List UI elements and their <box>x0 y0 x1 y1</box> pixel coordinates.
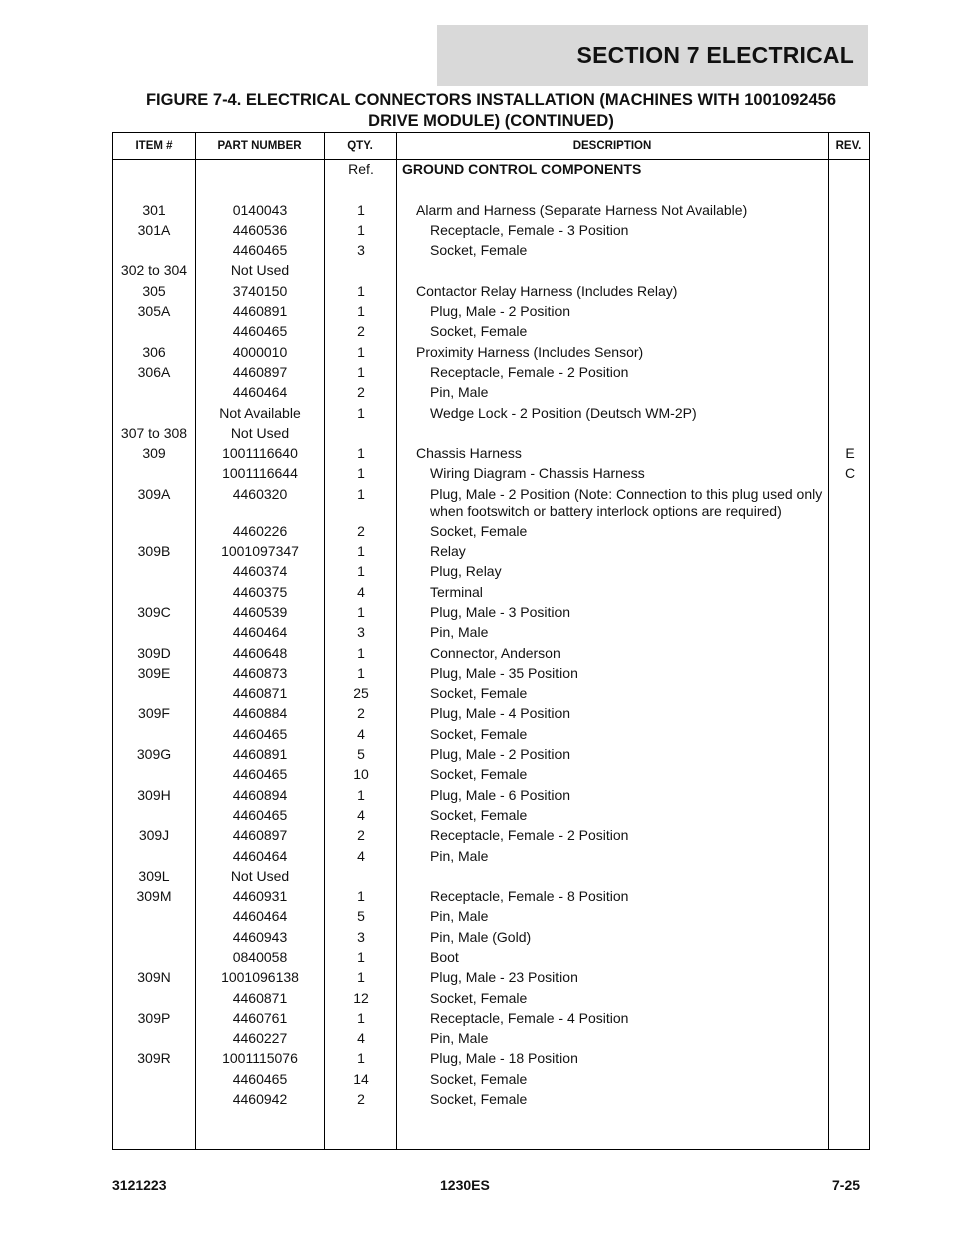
table-row <box>113 1028 869 1048</box>
description-cell: Wiring Diagram - Chassis Harness <box>430 465 645 482</box>
description-cell: Socket, Female <box>430 1091 528 1108</box>
part-number-cell: 4460464 <box>232 624 288 641</box>
quantity-cell: 3 <box>357 928 365 945</box>
description-cell: Receptacle, Female - 3 Position <box>430 221 629 238</box>
quantity-cell: 1 <box>357 644 365 661</box>
section-title: SECTION 7 ELECTRICAL <box>576 42 854 68</box>
quantity-cell: 1 <box>357 445 365 462</box>
quantity-cell: 1 <box>357 948 365 965</box>
table-row <box>113 159 869 179</box>
description-cell: Plug, Male - 23 Position <box>430 969 578 986</box>
description-cell: Receptacle, Female - 8 Position <box>430 888 629 905</box>
item-number-cell: 306 <box>142 343 166 360</box>
description-cell: Boot <box>430 948 459 965</box>
part-number-cell: 4460884 <box>232 705 288 722</box>
description-cell: Plug, Male - 4 Position <box>430 705 571 722</box>
table-row <box>113 724 869 744</box>
description-cell: Contactor Relay Harness (Includes Relay) <box>416 282 678 299</box>
table-row <box>113 805 869 825</box>
footer-doc-number: 3121223 <box>112 1177 167 1193</box>
table-row <box>113 744 869 764</box>
description-cell: Chassis Harness <box>416 445 522 462</box>
item-number-cell: 306A <box>137 363 171 380</box>
part-number-cell: 4460464 <box>232 847 288 864</box>
header-part-number: PART NUMBER <box>217 140 302 152</box>
quantity-cell: 1 <box>357 485 365 502</box>
table-row <box>113 1048 869 1068</box>
table-row <box>113 382 869 402</box>
quantity-cell: 25 <box>353 685 369 702</box>
part-number-cell: 4460465 <box>232 806 288 823</box>
item-number-cell: 301A <box>137 221 171 238</box>
quantity-cell: 1 <box>357 1009 365 1026</box>
item-number-cell: 309G <box>136 746 172 763</box>
table-row <box>113 947 869 967</box>
description-cell: Plug, Male - 2 Position (Note: Connection to this plug used only when footswitch or battery interlock options are required) <box>430 485 823 519</box>
table-row <box>113 423 869 443</box>
description-cell: Relay <box>430 543 466 560</box>
part-number-cell: 0140043 <box>232 201 288 218</box>
table-row <box>113 1069 869 1089</box>
description-cell: Pin, Male <box>430 847 489 864</box>
parts-table <box>112 132 870 1150</box>
description-cell: Wedge Lock - 2 Position (Deutsch WM-2P) <box>430 404 697 421</box>
table-row <box>113 846 869 866</box>
table-row <box>113 521 869 541</box>
description-cell: Plug, Male - 2 Position <box>430 746 571 763</box>
table-row <box>113 301 869 321</box>
item-number-cell: 302 to 304 <box>120 262 188 279</box>
footer-page-number: 7-25 <box>832 1177 861 1193</box>
quantity-cell: 12 <box>353 989 369 1006</box>
part-number-cell: 4460761 <box>232 1009 288 1026</box>
quantity-cell: 4 <box>357 1030 365 1047</box>
item-number-cell: 301 <box>142 201 166 218</box>
table-row <box>113 967 869 987</box>
part-number-cell: 4460465 <box>232 1070 288 1087</box>
description-cell: Connector, Anderson <box>430 644 561 661</box>
table-row <box>113 484 869 521</box>
quantity-cell: 1 <box>357 969 365 986</box>
description-cell: Plug, Male - 2 Position <box>430 303 571 320</box>
part-number-cell: 0840058 <box>232 948 288 965</box>
quantity-cell: 1 <box>357 465 365 482</box>
quantity-cell: Ref. <box>348 161 374 177</box>
item-number-cell: 309H <box>137 786 171 803</box>
part-number-cell: 4460871 <box>232 989 288 1006</box>
item-number-cell: 309D <box>137 644 171 661</box>
table-row <box>113 988 869 1008</box>
quantity-cell: 2 <box>357 705 365 722</box>
table-row <box>113 342 869 362</box>
part-number-cell: 1001116644 <box>222 465 298 482</box>
table-row <box>113 663 869 683</box>
part-number-cell: 4460891 <box>232 746 288 763</box>
description-cell: Plug, Male - 3 Position <box>430 603 571 620</box>
quantity-cell: 4 <box>357 725 365 742</box>
quantity-cell: 1 <box>357 563 365 580</box>
part-number-cell: 4460465 <box>232 725 288 742</box>
quantity-cell: 5 <box>357 908 365 925</box>
description-cell: Plug, Male - 6 Position <box>430 786 571 803</box>
table-row <box>113 683 869 703</box>
quantity-cell: 3 <box>357 624 365 641</box>
part-number-cell: Not Available <box>219 404 301 421</box>
part-number-cell: 4460464 <box>232 908 288 925</box>
table-row <box>113 906 869 926</box>
part-number-cell: 1001115076 <box>222 1050 298 1067</box>
part-number-cell: 4460536 <box>232 221 288 238</box>
table-row <box>113 561 869 581</box>
quantity-cell: 1 <box>357 363 365 380</box>
part-number-cell: 4460894 <box>232 786 288 803</box>
item-number-cell: 309 <box>142 445 166 462</box>
part-number-cell: 4460539 <box>232 603 288 620</box>
quantity-cell: 3 <box>357 242 365 259</box>
revision-cell: C <box>844 465 856 482</box>
item-number-cell: 309J <box>138 827 170 844</box>
part-number-cell: Not Used <box>230 867 290 884</box>
part-number-cell: 4460374 <box>232 563 288 580</box>
quantity-cell: 1 <box>357 303 365 320</box>
description-cell: Pin, Male <box>430 1030 489 1047</box>
quantity-cell: 4 <box>357 847 365 864</box>
quantity-cell: 2 <box>357 323 365 340</box>
quantity-cell: 5 <box>357 746 365 763</box>
item-number-cell: 309P <box>137 1009 171 1026</box>
description-cell: Socket, Female <box>430 806 528 823</box>
description-cell: Socket, Female <box>430 989 528 1006</box>
table-row <box>113 622 869 642</box>
quantity-cell: 1 <box>357 888 365 905</box>
description-cell: Receptacle, Female - 2 Position <box>430 827 629 844</box>
description-cell: GROUND CONTROL COMPONENTS <box>402 161 642 177</box>
part-number-cell: Not Used <box>230 424 290 441</box>
quantity-cell: 2 <box>357 522 365 539</box>
part-number-cell: 4460465 <box>232 242 288 259</box>
table-row <box>113 1008 869 1028</box>
table-row <box>113 785 869 805</box>
quantity-cell: 1 <box>357 282 365 299</box>
quantity-cell: 2 <box>357 1091 365 1108</box>
item-number-cell: 309N <box>137 969 171 986</box>
part-number-cell: 4460464 <box>232 384 288 401</box>
quantity-cell: 14 <box>353 1070 369 1087</box>
table-row <box>113 582 869 602</box>
description-cell: Socket, Female <box>430 323 528 340</box>
description-cell: Pin, Male <box>430 624 489 641</box>
part-number-cell: 1001096138 <box>221 969 299 986</box>
item-number-cell: 309A <box>137 485 171 502</box>
table-row <box>113 443 869 463</box>
description-cell: Alarm and Harness (Separate Harness Not Available) <box>416 201 748 218</box>
part-number-cell: 4460227 <box>232 1030 288 1047</box>
table-row <box>113 200 869 220</box>
description-cell: Socket, Female <box>430 725 528 742</box>
table-row <box>113 927 869 947</box>
table-row <box>113 602 869 622</box>
item-number-cell: 309C <box>137 603 171 620</box>
description-cell: Socket, Female <box>430 242 528 259</box>
description-cell: Plug, Male - 18 Position <box>430 1050 578 1067</box>
header-rev: REV. <box>835 140 862 152</box>
item-number-cell: 309L <box>138 867 170 884</box>
description-cell: Receptacle, Female - 4 Position <box>430 1009 629 1026</box>
part-number-cell: 4460648 <box>232 644 288 661</box>
quantity-cell: 1 <box>357 343 365 360</box>
quantity-cell: 1 <box>357 221 365 238</box>
table-row <box>113 321 869 341</box>
footer-model: 1230ES <box>440 1177 490 1193</box>
table-body <box>113 159 869 1109</box>
figure-title-line2: DRIVE MODULE) (CONTINUED) <box>368 112 614 130</box>
item-number-cell: 305A <box>137 303 171 320</box>
figure-title <box>112 90 870 132</box>
part-number-cell: 4460891 <box>232 303 288 320</box>
table-row <box>113 643 869 663</box>
item-number-cell: 307 to 308 <box>120 424 188 441</box>
quantity-cell: 4 <box>357 806 365 823</box>
part-number-cell: 4460226 <box>232 522 288 539</box>
quantity-cell: 4 <box>357 583 365 600</box>
item-number-cell: 309E <box>137 664 171 681</box>
quantity-cell: 1 <box>357 1050 365 1067</box>
table-row <box>113 403 869 423</box>
table-row <box>113 764 869 784</box>
table-row <box>113 220 869 240</box>
table-row <box>113 703 869 723</box>
table-row <box>113 240 869 260</box>
description-cell: Terminal <box>430 583 483 600</box>
quantity-cell: 1 <box>357 201 365 218</box>
description-cell: Receptacle, Female - 2 Position <box>430 363 629 380</box>
item-number-cell: 305 <box>142 282 166 299</box>
part-number-cell: 4460931 <box>232 888 288 905</box>
quantity-cell: 1 <box>357 404 365 421</box>
description-cell: Proximity Harness (Includes Sensor) <box>416 343 644 360</box>
section-banner <box>437 25 868 86</box>
item-number-cell: 309B <box>137 543 171 560</box>
table-row <box>113 463 869 483</box>
part-number-cell: 4460465 <box>232 323 288 340</box>
quantity-cell: 2 <box>357 384 365 401</box>
part-number-cell: 4460943 <box>232 928 288 945</box>
table-row <box>113 886 869 906</box>
part-number-cell: 4460897 <box>232 363 288 380</box>
quantity-cell: 10 <box>353 766 369 783</box>
table-row <box>113 1089 869 1109</box>
description-cell: Socket, Female <box>430 522 528 539</box>
part-number-cell: 4000010 <box>232 343 288 360</box>
header-description: DESCRIPTION <box>572 140 652 152</box>
description-cell: Plug, Relay <box>430 563 502 580</box>
table-row <box>113 866 869 886</box>
part-number-cell: Not Used <box>230 262 290 279</box>
table-row <box>113 541 869 561</box>
part-number-cell: 4460871 <box>232 685 288 702</box>
item-number-cell: 309F <box>138 705 170 722</box>
table-row <box>113 281 869 301</box>
quantity-cell: 1 <box>357 543 365 560</box>
description-cell: Plug, Male - 35 Position <box>430 664 578 681</box>
part-number-cell: 4460465 <box>232 766 288 783</box>
revision-cell: E <box>845 445 855 462</box>
figure-title-line1: FIGURE 7-4. ELECTRICAL CONNECTORS INSTALLATION (MACHINES WITH 1001092456 <box>145 91 837 109</box>
part-number-cell: 4460873 <box>232 664 288 681</box>
header-qty: QTY. <box>347 140 373 152</box>
quantity-cell: 1 <box>357 603 365 620</box>
part-number-cell: 4460320 <box>232 485 288 502</box>
part-number-cell: 4460897 <box>232 827 288 844</box>
quantity-cell: 2 <box>357 827 365 844</box>
part-number-cell: 4460942 <box>232 1091 288 1108</box>
part-number-cell: 1001116640 <box>222 445 298 462</box>
description-cell: Pin, Male <box>430 384 489 401</box>
table-row <box>113 825 869 845</box>
item-number-cell: 309M <box>136 888 172 905</box>
quantity-cell: 1 <box>357 786 365 803</box>
table-row <box>113 362 869 382</box>
quantity-cell: 1 <box>357 664 365 681</box>
table-row <box>113 260 869 280</box>
description-cell: Socket, Female <box>430 1070 528 1087</box>
description-cell: Pin, Male (Gold) <box>430 928 532 945</box>
part-number-cell: 3740150 <box>232 282 288 299</box>
table-row <box>113 179 869 199</box>
part-number-cell: 1001097347 <box>221 543 299 560</box>
item-number-cell: 309R <box>137 1050 171 1067</box>
description-cell: Pin, Male <box>430 908 489 925</box>
part-number-cell: 4460375 <box>232 583 288 600</box>
description-cell: Socket, Female <box>430 766 528 783</box>
header-item: ITEM # <box>135 140 173 152</box>
description-cell: Socket, Female <box>430 685 528 702</box>
